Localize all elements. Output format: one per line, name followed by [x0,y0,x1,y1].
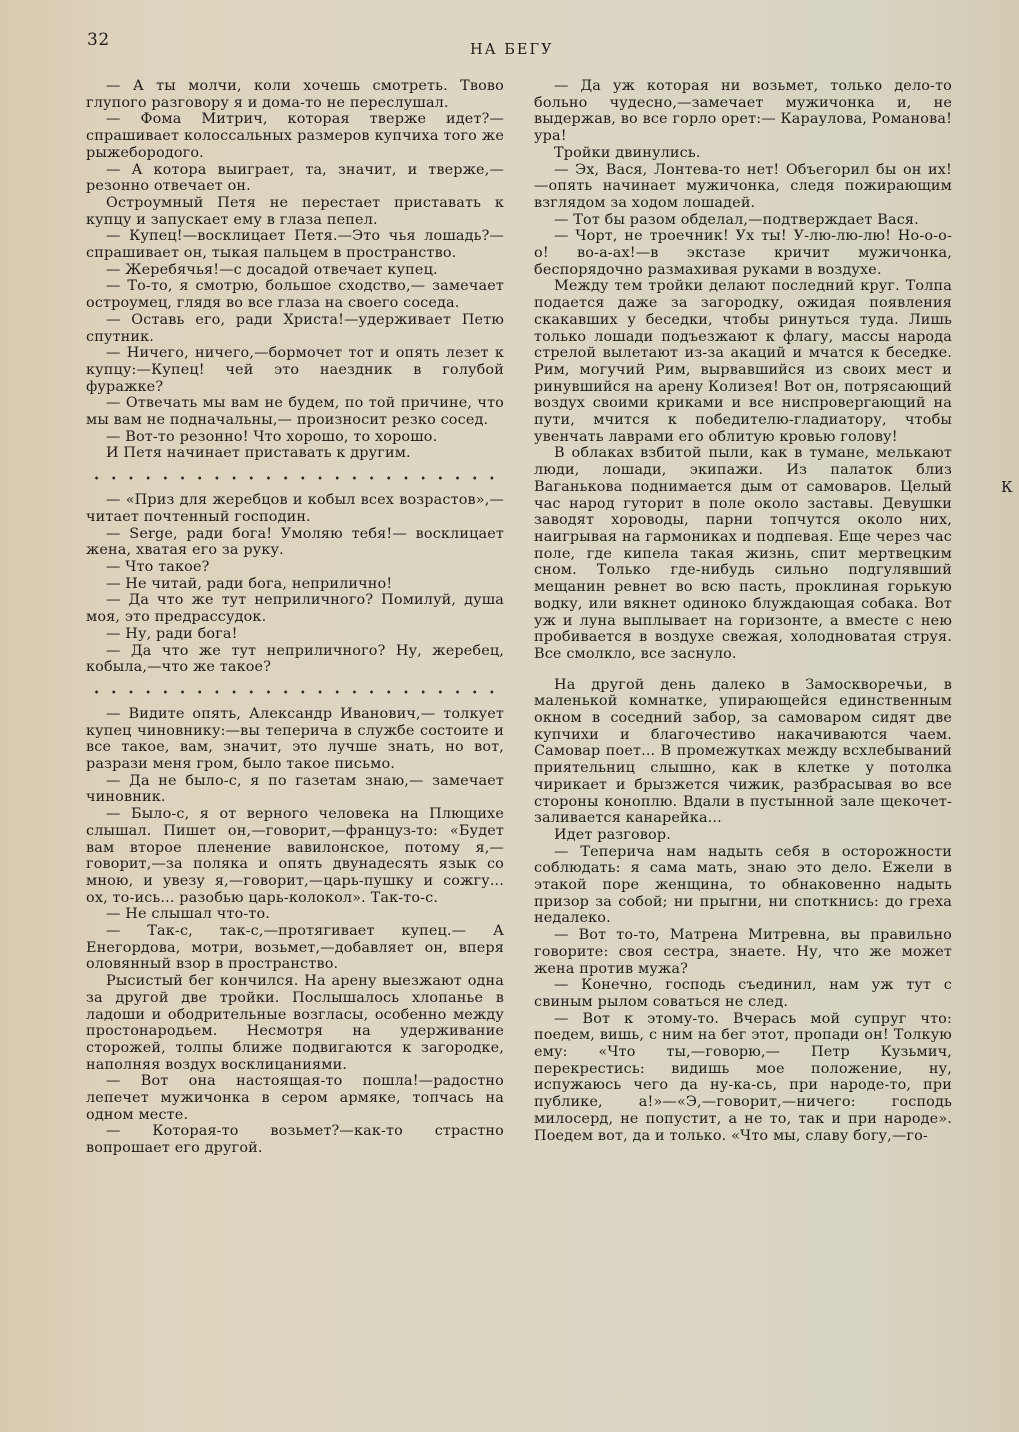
paragraph: — Жеребячья!—с досадой отвечает купец. [106,261,438,278]
paragraph: — Да что же тут неприличного? Ну, жеребец, кобыла,—что же такое? [86,642,504,676]
paragraph: — Отвечать мы вам не будем, по той причине, что мы вам не подначальны,— произносит резко сосед. [86,395,504,429]
paragraph: — Ничего, ничего,—бормочет тот и опять лезет к купцу:—Купец! чей это наездник в голубой фуражке? [86,345,504,395]
paragraph: — Которая-то возьмет?—как-то страстно вопрошает его другой. [86,1123,504,1157]
paragraph: — Фома Митрич, которая тверже идет?— спрашивает колоссальных размеров купчиха того же рыжебородого. [86,111,504,161]
left-column [86,78,504,1157]
paragraph: В облаках взбитой пыли, как в тумане, мелькают люди, лошади, экипажи. Из палаток близ Ваганькова поднимается дым от самоваров. Целый час народ гуторит в поле около заставы. Девушки заводят хороводы, парни топчутся около них, наигрывая на гармониках и подпевая. Еще через час поле, где кипела такая жизнь, спит мертвецким сном. Только где-нибудь сильно подгулявший мещанин ревнет во всю пасть, проклиная горькую водку, или вякнет одиноко блуждающая собака. Вот уж и луна выплывает на горизонте, а вместе с нею пробивается в воздухе свежая, холодноватая струя. Все смолкло, все заснуло. [534,445,952,662]
paragraph: — Конечно, господь съединил, нам уж тут с свиным рылом соваться не след. [534,977,952,1010]
paragraph: Идет разговор. [554,826,671,843]
paragraph: — То-то, я смотрю, большое сходство,— замечает остроумец, глядя во все глаза на своего соседа. [86,278,504,312]
paragraph: На другой день далеко в Замоскворечьи, в маленькой комнатке, упирающейся единственным окном в соседний забор, за самоваром сидят две купчихи и благочестиво накачиваются чаем. Самовар поет... В промежутках между всхлебываний приятельниц слышно, как в клетке у потолка чирикает и брызжется чижик, разбрасывая во все стороны коноплю. Вдали в пустынной зале щекочет-заливается канарейка... [534,676,952,827]
paragraph: — Вот то-то, Матрена Митревна, вы правильно говорите: своя сестра, знаете. Ну, что же может жена против мужа? [534,927,952,977]
dotted-separator [86,474,504,482]
paragraph: — Теперича нам надыть себя в осторожности соблюдать: я сама мать, знаю это дело. Ежели в этакой поре женщина, то обнаковенно надыть призор за собой; ни прыгни, ни споткнись: до греха недалеко. [534,843,952,927]
paragraph: — Было-с, я от верного человека на Плющихе слышал. Пишет он,—говорит,—француз-то: «Будет вам второе пленение вавилонское, потому я,—говорит,—за поляка и опять двунадесять язык со мною, и увезу я,—говорит,—царь-пушку и сожгу... ох, то-ись... разобью царь-колокол». Так-то-с. [86,806,504,906]
left-block-2 [86,492,504,676]
paragraph: — Serge, ради бога! Умоляю тебя!— восклицает жена, хватая его за руку. [86,525,504,559]
paragraph: — Так-с, так-с,—протягивает купец.— А Енегордова, мотри, возьмет,—добавляет он, вперя оловянный взор в пространство. [86,923,504,973]
right-block-2 [534,677,952,1145]
paragraph: — Не слышал что-то. [106,906,270,923]
paragraph: Между тем тройки делают последний круг. Толпа подается даже за загородку, ожидая появления скакавших у беседки, чтобы ринуться туда. Лишь только лошади подъезжают к флагу, массы народа стрелой вылетают из-за акаций и мчатся к беседке. Рим, могучий Рим, вырвавшийся из своих мест и ринувшийся на арену Колизея! Вот он, потрясающий воздух своими криками и все ниспровергающий на пути, мчится к победителю-гладиатору, чтобы увенчать лаврами его облитую кровью голову! [534,278,952,445]
paragraph: — Эх, Вася, Лонтева-то нет! Объегорил бы он их!—опять начинает мужичонка, следя пожирающим взглядом за ходом лошадей. [534,161,952,211]
paragraph: — Не читай, ради бога, неприлично! [106,575,393,592]
paragraph: — Вот к этому-то. Вчерась мой супруг что: поедем, вишь, с ним на бег этот, пропади он! Толкую ему: «Что ты,—говорю,— Петр Кузьмич, перекрестись: видишь мое положение, ну, испужаюсь чего да ну-ка-сь, при народе-то, при публике, а!»—«Э,—говорит,—ничего: господь милосерд, не попустит, а не то, так и при народе». Поедем вот, да и только. «Что мы, славу богу,—го- [534,1010,952,1144]
right-column [534,78,952,1144]
paragraph: Тройки двинулись. [554,144,701,161]
running-head: НА БЕГУ [470,42,554,58]
left-block-3 [86,706,504,1157]
paragraph: — Тот бы разом обделал,—подтверждает Вася. [554,211,919,228]
page-number: 32 [87,30,110,50]
paragraph: — Да что же тут неприличного? Помилуй, душа моя, это предрассудок. [86,592,504,626]
paragraph: — А ты молчи, коли хочешь смотреть. Твово глупого разговору я и дома-то не переслушал. [86,78,504,111]
paragraph: — Оставь его, ради Христа!—удерживает Петю спутник. [86,311,504,345]
right-block-1 [534,78,952,663]
paragraph: Остроумный Петя не перестает приставать к купцу и запускает ему в глаза пепел. [86,194,504,228]
paragraph: — Вот она настоящая-то пошла!—радостно лепечет мужичонка в сером армяке, топчась на одном месте. [86,1073,504,1123]
paragraph: — Что такое? [106,558,210,575]
paragraph: — Купец!—восклицает Петя.—Это чья лошадь?—спрашивает он, тыкая пальцем в пространство. [86,228,504,262]
paragraph: — Видите опять, Александр Иванович,— толкует купец чиновнику:—вы теперича в службе состоите и все такое, вам, значит, это лучше знать, но вот, разрази меня гром, было такое письмо. [86,705,504,773]
paragraph: Рысистый бег кончился. На арену выезжают одна за другой две тройки. Послышалось хлопанье в ладоши и ободрительные возгласы, особенно между простонародьем. Несмотря на удерживание сторожей, толпы ближе подвигаются к загородке, наполняя воздух восклицаниями. [86,973,504,1073]
margin-mark: К [1001,478,1013,496]
paragraph: — Чорт, не троечник! Ух ты! У-лю-лю-лю! Но-о-о-о! во-а-ах!—в экстазе кричит мужичонка, беспорядочно размахивая руками в воздухе. [534,228,952,278]
paragraph: — А котора выиграет, та, значит, и тверже,—резонно отвечает он. [86,161,504,195]
left-block-1 [86,78,504,462]
paragraph: И Петя начинает приставать к другим. [106,445,411,462]
paragraph: — Ну, ради бога! [106,625,238,642]
paragraph: — Да уж которая ни возьмет, только дело-то больно чудесно,—замечает мужичонка и, не выдержав, во все горло орет:— Караулова, Романова! ура! [534,78,952,145]
paragraph: — Да не было-с, я по газетам знаю,— замечает чиновник. [86,772,504,806]
dotted-separator [86,688,504,696]
paragraph: — «Приз для жеребцов и кобыл всех возрастов»,—читает почтенный господин. [86,492,504,525]
paragraph: — Вот-то резонно! Что хорошо, то хорошо. [106,428,438,445]
